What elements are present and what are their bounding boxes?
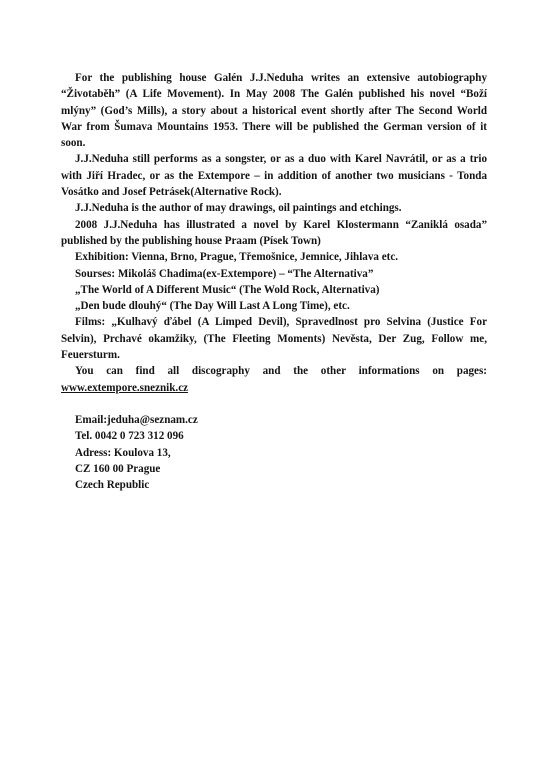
paragraph-source-day-will-last: „Den bude dlouhý“ (The Day Will Last A Long Time), etc. (75, 300, 350, 313)
contact-email[interactable]: Email:jeduha@seznam.cz (75, 413, 198, 426)
paragraph-films: Films: „Kulhavý ďábel (A Limped Devil), Spravedlnost pro Selvina (Justice For Selvin), Prchavé okamžiky, (The Fleeting Moments) Nevěsta, Der Zug, Follow me, Feuersturm. (61, 316, 487, 362)
paragraph-autobiography: For the publishing house Galén J.J.Neduha writes an extensive autobiography “Životaběh” (A Life Movement). In May 2008 The Galén published his novel “Boží mlýny” (God’s Mills), a story about a historical event shortly after The Second World War from Šumava Mountains 1953. There will be published the German version of it soon. (61, 72, 487, 150)
discography-link-line (61, 380, 487, 396)
document-page (61, 70, 487, 493)
contact-country: Czech Republic (75, 479, 150, 492)
contact-phone: Tel. 0042 0 723 312 096 (75, 430, 184, 443)
paragraph-performances: J.J.Neduha still performs as a songster, or as a duo with Karel Navrátil, or as a trio with Jiří Hradec, or as the Extempore – in addition of another two musicians - Tonda Vosátko and Josef Petrásek(Alternative Rock). (61, 153, 487, 199)
contact-address: Adress: Koulova 13, (75, 446, 171, 459)
extempore-website-link[interactable]: www.extempore.sneznik.cz (61, 381, 189, 394)
paragraph-source-different-music: „The World of A Different Music“ (The Wold Rock, Alternativa) (75, 283, 380, 296)
discography-text: You can find all discography and the other informations on pages: (75, 365, 487, 378)
contact-block (61, 412, 487, 493)
paragraph-sources: Sourses: Mikoláš Chadima(ex-Extempore) – “The Alternativa” (75, 267, 374, 280)
contact-city: CZ 160 00 Prague (75, 462, 161, 475)
paragraph-exhibition: Exhibition: Vienna, Brno, Prague, Třemošnice, Jemnice, Jihlava etc. (75, 251, 399, 264)
paragraph-discography (61, 363, 487, 379)
paragraph-illustration: 2008 J.J.Neduha has illustrated a novel by Karel Klostermann “Zaniklá osada” published by the publishing house Praam (Písek Town) (61, 218, 487, 247)
paragraph-artwork: J.J.Neduha is the author of may drawings, oil paintings and etchings. (75, 202, 402, 215)
